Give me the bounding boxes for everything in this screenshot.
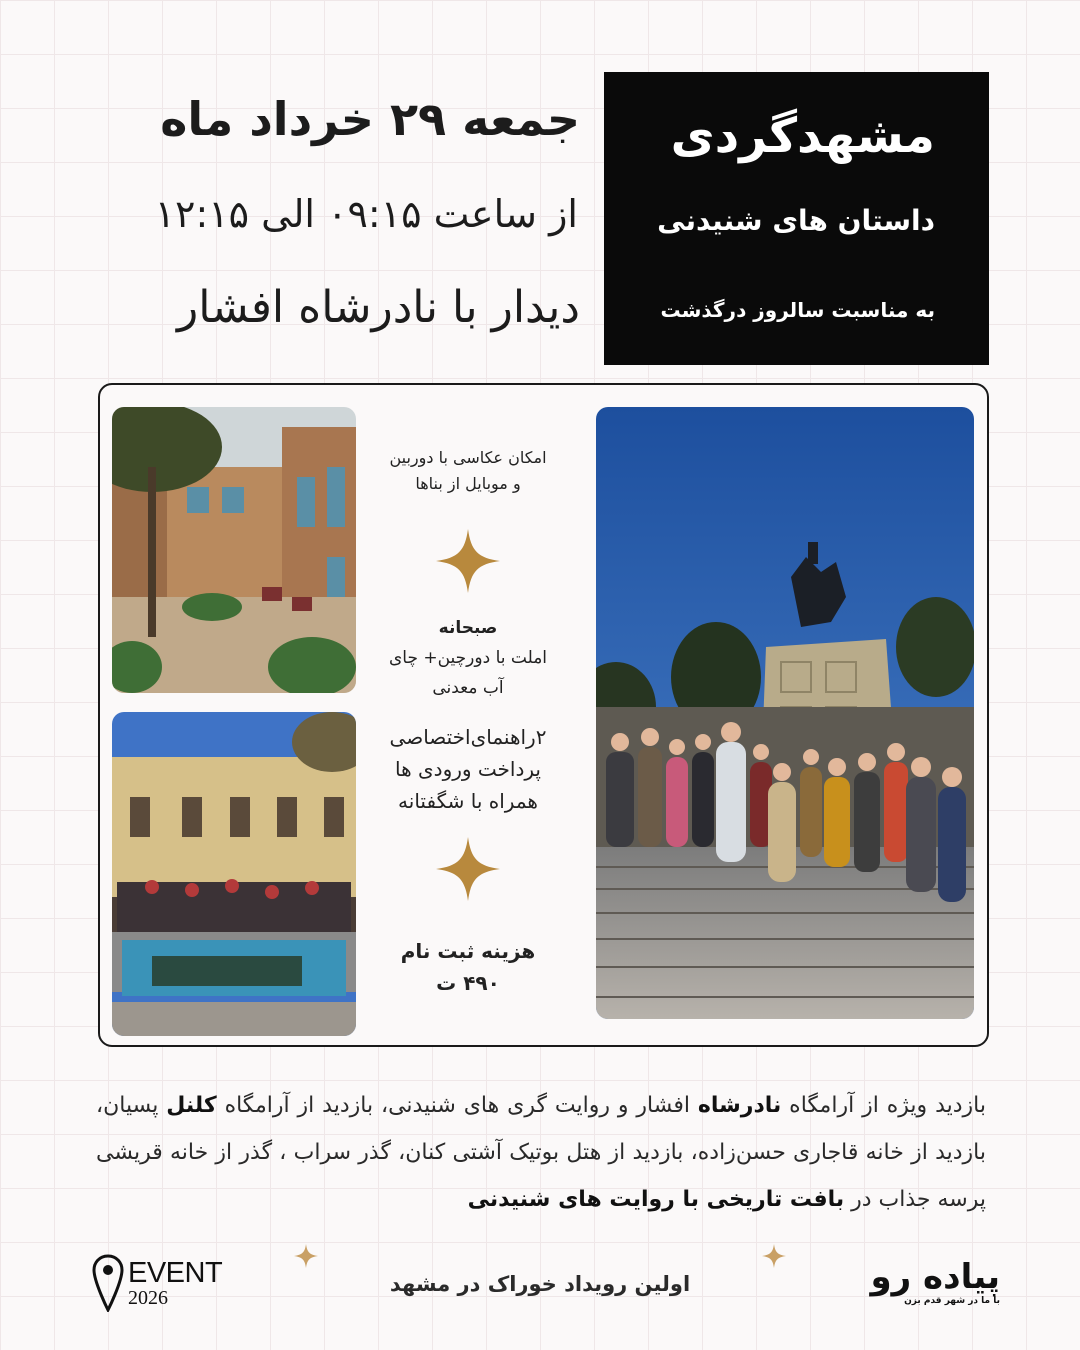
event-title: مشهدگردی xyxy=(670,108,935,164)
desc-part-1: بازدید ویژه از آرامگاه xyxy=(781,1093,986,1118)
fee-title: هزینه ثبت نام xyxy=(400,939,536,963)
fee-value: ۴۹۰ ت xyxy=(436,971,500,995)
feature-guides xyxy=(358,721,578,817)
location-pin-icon xyxy=(92,1254,124,1312)
event-logo xyxy=(128,1258,222,1308)
info-card xyxy=(98,383,989,1047)
feature-photography xyxy=(358,445,578,497)
sparkle-icon xyxy=(294,1244,318,1268)
sparkle-icon xyxy=(762,1244,786,1268)
event-date: جمعه ۲۹ خرداد ماه xyxy=(160,92,580,146)
event-time: از ساعت ۰۹:۱۵ الی ۱۲:۱۵ xyxy=(154,192,578,236)
feature-breakfast xyxy=(358,613,578,703)
brand-slogan: با ما در شهر قدم بزن xyxy=(904,1296,1000,1306)
tour-description xyxy=(96,1082,986,1223)
title-box xyxy=(604,72,989,365)
desc-bold-3: بافت تاریخی با روایت های شنیدنی xyxy=(467,1187,845,1212)
guides-line3: همراه با شگفتانه xyxy=(398,789,538,813)
guides-line2: پرداخت ورودی ها xyxy=(395,757,541,781)
footer-tagline: اولین رویداد خوراک در مشهد xyxy=(389,1272,691,1296)
feature-photography-line2: و موبایل از بناها xyxy=(415,474,521,493)
sparkle-icon xyxy=(436,837,500,901)
photo-qajar-house xyxy=(112,712,356,1036)
breakfast-title: صبحانه xyxy=(438,618,498,638)
desc-bold-2: کلنل xyxy=(166,1093,217,1118)
feature-fee xyxy=(358,935,578,999)
photo-mausoleum-group xyxy=(596,407,974,1019)
event-subtitle: داستان های شنیدنی xyxy=(657,204,935,237)
breakfast-line2: آب معدنی xyxy=(432,678,504,698)
desc-part-3: پسیان، بازدید از خانه قاجاری حسن‌زاده، بازدید از هتل بوتیک آشتی کنان، گذر سراب ، گذر از خانه قریشی پرسه جذاب در xyxy=(96,1093,986,1212)
brand-logo xyxy=(860,1258,1000,1306)
breakfast-line1: املت با دورچین+ چای xyxy=(388,648,548,668)
event-logo-label: EVENT xyxy=(128,1257,223,1289)
sparkle-icon xyxy=(436,529,500,593)
event-logo-year: 2026 xyxy=(128,1287,168,1309)
photo-courtyard xyxy=(112,407,356,693)
desc-part-2: افشار و روایت گری های شنیدنی، بازدید از آرامگاه xyxy=(216,1093,698,1118)
brand-name: پیاده رو xyxy=(870,1257,1000,1297)
event-occasion: به مناسبت سالروز درگذشت xyxy=(660,298,935,322)
guides-line1: ۲راهنمای‌اختصاصی xyxy=(389,725,547,749)
desc-bold-1: نادرشاه xyxy=(697,1093,782,1118)
event-meeting: دیدار با نادرشاه افشار xyxy=(176,282,580,333)
feature-photography-line1: امکان عکاسی با دوربین xyxy=(389,448,547,467)
